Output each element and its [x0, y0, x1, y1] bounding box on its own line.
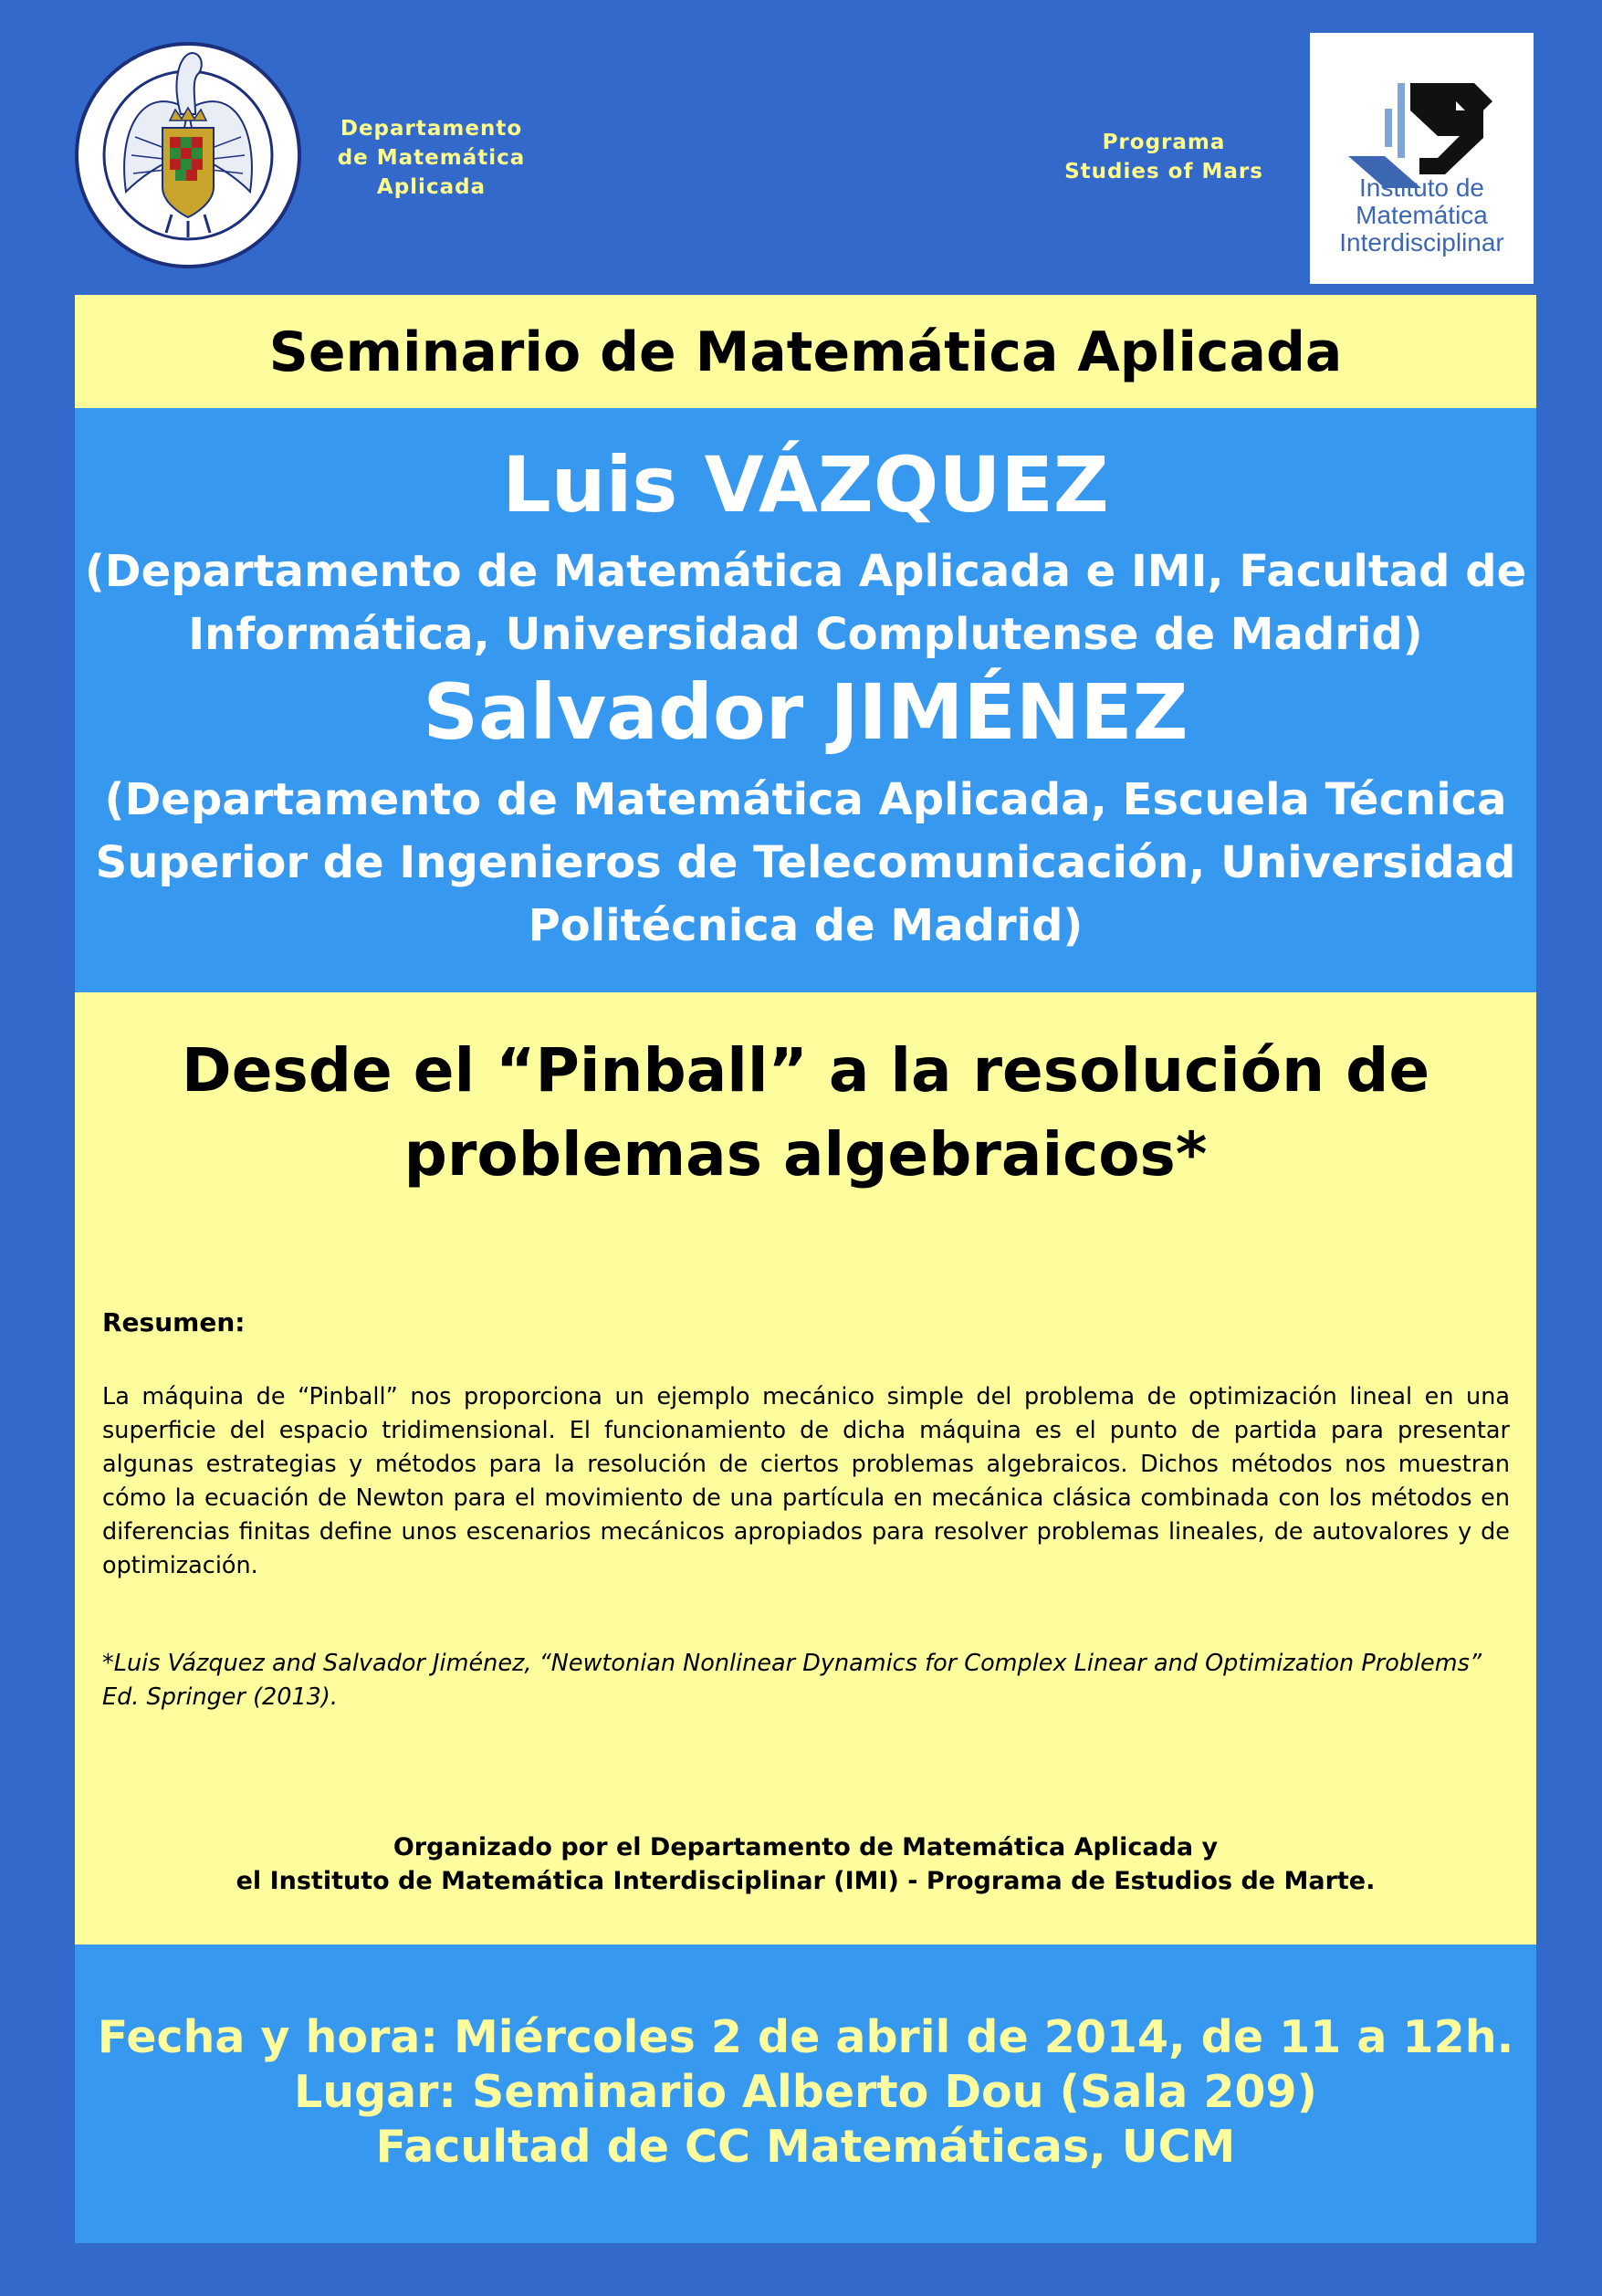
speaker-affiliation-line: (Departamento de Matemática Aplicada, Escuela Técnica: [104, 774, 1507, 825]
imi-logo-text-line: Instituto de: [1359, 173, 1484, 202]
speaker-affiliation-line: (Departamento de Matemática Aplicada e IMI, Facultad de: [84, 546, 1527, 597]
event-info: [75, 2010, 1536, 2175]
department-label-line: de Matemática: [337, 146, 526, 170]
imi-logo-text-line: Interdisciplinar: [1339, 228, 1504, 257]
department-label: [319, 114, 543, 202]
event-date-time: Fecha y hora: Miércoles 2 de abril de 2014, de 11 a 12h.: [97, 2011, 1514, 2063]
speaker-affiliation: [75, 540, 1536, 666]
imi-logo: [1310, 33, 1534, 284]
talk-title-line: Desde el “Pinball” a la resolución de: [181, 1035, 1430, 1106]
speaker-name: Salvador JIMÉNEZ: [423, 667, 1188, 757]
abstract-heading: Resumen:: [102, 1307, 246, 1337]
abstract-body: La máquina de “Pinball” nos proporciona un ejemplo mecánico simple del problema de optimización lineal en una superficie del espacio tridimensional. El funcionamiento de dicha máquina es el punto de partida para presentar algunas estrategias y métodos para la resolución de ciertos problemas algebraicos. Dichos métodos nos muestran cómo la ecuación de Newton para el movimiento de una partícula en mecánica clásica combinada con los métodos en diferencias finitas define unos escenarios mecánicos apropiados para resolver problemas lineales, de autovalores y de optimización.: [102, 1383, 1510, 1579]
talk-title-line: problemas algebraicos*: [403, 1119, 1208, 1190]
imi-logo-text-line: Matemática: [1356, 201, 1488, 229]
department-label-line: Departamento: [340, 117, 523, 141]
department-label-line: Aplicada: [376, 175, 487, 199]
speaker-affiliation-line: Superior de Ingenieros de Telecomunicación, Universidad: [95, 837, 1516, 888]
speakers-band: [75, 408, 1536, 992]
reference: [102, 1647, 1510, 1714]
speaker-name: Luis VÁZQUEZ: [502, 440, 1109, 529]
organizer-note: [75, 1830, 1536, 1898]
program-label-line: Programa: [1102, 131, 1226, 154]
speaker-affiliation: [75, 769, 1536, 958]
event-venue: Facultad de CC Matemáticas, UCM: [375, 2121, 1236, 2173]
event-info-band: [75, 1945, 1536, 2243]
ucm-seal-logo: [71, 18, 305, 288]
speaker-affiliation-line: Politécnica de Madrid): [528, 900, 1084, 951]
talk-band: [75, 992, 1536, 1945]
seminar-title-band: [75, 295, 1536, 408]
organizer-line: Organizado por el Departamento de Matemática Aplicada y: [393, 1833, 1219, 1861]
event-location: Lugar: Seminario Alberto Dou (Sala 209): [293, 2066, 1318, 2118]
reference-line: Ed. Springer (2013).: [102, 1683, 338, 1711]
organizer-line: el Instituto de Matemática Interdisciplinar (IMI) - Programa de Estudios de Marte.: [236, 1867, 1376, 1895]
program-label: [1041, 128, 1287, 186]
reference-line: *Luis Vázquez and Salvador Jiménez, “Newtonian Nonlinear Dynamics for Complex Linear and Optimization Problems”: [102, 1650, 1482, 1677]
seminar-title: Seminario de Matemática Aplicada: [268, 320, 1343, 384]
speaker-affiliation-line: Informática, Universidad Complutense de Madrid): [188, 609, 1423, 660]
talk-title: [75, 1029, 1536, 1197]
program-label-line: Studies of Mars: [1064, 160, 1263, 183]
